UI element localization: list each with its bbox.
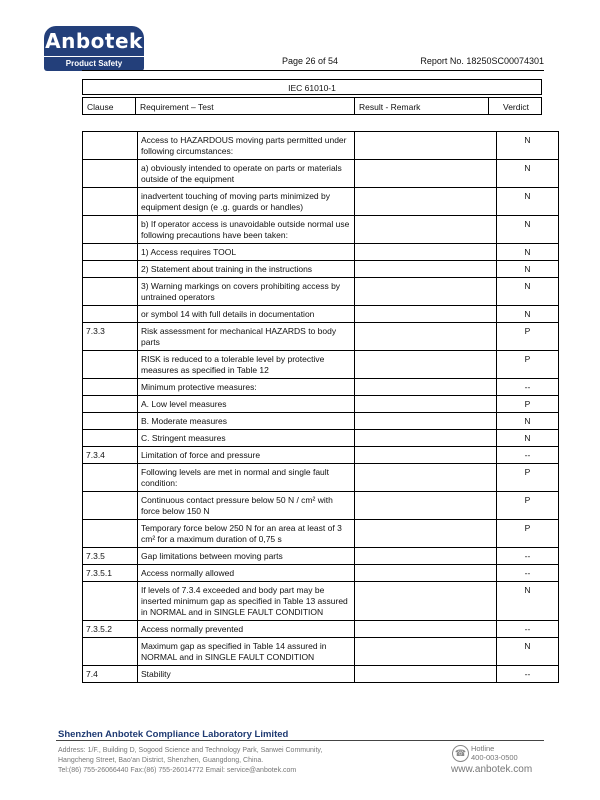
report-number: Report No. 18250SC00074301 — [420, 56, 544, 66]
verdict-cell: P — [497, 492, 559, 520]
table-row — [83, 447, 559, 464]
clause-cell — [83, 520, 138, 548]
standard-title: IEC 61010-1 — [82, 79, 542, 95]
table-row — [83, 582, 559, 621]
column-header-verdict: Verdict — [503, 102, 529, 112]
verdict-cell: -- — [497, 565, 559, 582]
requirement-cell: 2) Statement about training in the instructions — [138, 261, 355, 278]
footer-address — [58, 746, 322, 776]
result-cell — [355, 447, 497, 464]
logo-subtitle: Product Safety — [44, 56, 144, 71]
requirement-cell: Temporary force below 250 N for an area at least of 3 cm² for a maximum duration of 0,75 s — [138, 520, 355, 548]
table-row — [83, 188, 559, 216]
requirement-cell: Access normally allowed — [138, 565, 355, 582]
result-cell — [355, 666, 497, 683]
result-cell — [355, 565, 497, 582]
requirement-cell: Following levels are met in normal and single fault condition: — [138, 464, 355, 492]
clause-cell — [83, 351, 138, 379]
column-header-requirement: Requirement – Test — [140, 102, 214, 112]
requirement-cell: Risk assessment for mechanical HAZARDS to body parts — [138, 323, 355, 351]
clause-cell — [83, 188, 138, 216]
verdict-cell: N — [497, 430, 559, 447]
result-cell — [355, 244, 497, 261]
address-line-1: Address: 1/F., Building D, Sogood Science and Technology Park, Sanwei Community, — [58, 747, 323, 754]
table-row — [83, 492, 559, 520]
verdict-cell: N — [497, 306, 559, 323]
requirement-cell: Access to HAZARDOUS moving parts permitted under following circumstances: — [138, 132, 355, 160]
requirement-cell: 3) Warning markings on covers prohibiting access by untrained operators — [138, 278, 355, 306]
result-cell — [355, 548, 497, 565]
table-row — [83, 464, 559, 492]
table-row — [83, 666, 559, 683]
page-number: Page 26 of 54 — [282, 56, 339, 66]
hotline-number: 400-003-0500 — [471, 753, 518, 762]
clause-cell — [83, 132, 138, 160]
result-cell — [355, 638, 497, 666]
contact-line: Tel:(86) 755-26066440 Fax:(86) 755-26014772 Email: service@anbotek.com — [58, 767, 297, 774]
table-row — [83, 216, 559, 244]
table-row — [83, 430, 559, 447]
footer-divider — [56, 740, 544, 741]
requirements-table — [82, 131, 559, 683]
verdict-cell: P — [497, 351, 559, 379]
verdict-cell: -- — [497, 548, 559, 565]
result-cell — [355, 430, 497, 447]
company-logo — [44, 26, 144, 70]
clause-cell: 7.4 — [83, 666, 138, 683]
requirement-cell: Minimum protective measures: — [138, 379, 355, 396]
verdict-cell: N — [497, 278, 559, 306]
table-row — [83, 323, 559, 351]
verdict-cell: -- — [497, 621, 559, 638]
verdict-cell: N — [497, 132, 559, 160]
verdict-cell: -- — [497, 666, 559, 683]
result-cell — [355, 492, 497, 520]
hotline-label: Hotline — [471, 744, 495, 753]
column-header-result: Result - Remark — [359, 102, 421, 112]
result-cell — [355, 132, 497, 160]
verdict-cell: N — [497, 188, 559, 216]
logo-wordmark: Anbotek — [44, 26, 144, 56]
clause-cell — [83, 278, 138, 306]
table-row — [83, 244, 559, 261]
clause-cell — [83, 396, 138, 413]
table-row — [83, 160, 559, 188]
table-row — [83, 261, 559, 278]
result-cell — [355, 621, 497, 638]
clause-cell — [83, 216, 138, 244]
requirement-cell: b) If operator access is unavoidable outside normal use following precautions have been taken: — [138, 216, 355, 244]
clause-cell — [83, 430, 138, 447]
verdict-cell: P — [497, 464, 559, 492]
hotline — [471, 744, 518, 762]
clause-cell — [83, 582, 138, 621]
clause-cell: 7.3.5.1 — [83, 565, 138, 582]
verdict-cell: P — [497, 396, 559, 413]
requirement-cell: C. Stringent measures — [138, 430, 355, 447]
requirement-cell: A. Low level measures — [138, 396, 355, 413]
verdict-cell: -- — [497, 379, 559, 396]
table-row — [83, 638, 559, 666]
clause-cell: 7.3.5 — [83, 548, 138, 565]
table-row — [83, 278, 559, 306]
verdict-cell: N — [497, 244, 559, 261]
table-row — [83, 306, 559, 323]
result-cell — [355, 188, 497, 216]
verdict-cell: N — [497, 216, 559, 244]
verdict-cell: N — [497, 638, 559, 666]
requirement-cell: inadvertent touching of moving parts minimized by equipment design (e .g. guards or handles) — [138, 188, 355, 216]
table-row — [83, 520, 559, 548]
result-cell — [355, 413, 497, 430]
table-row — [83, 379, 559, 396]
clause-cell — [83, 160, 138, 188]
header-divider — [82, 70, 544, 71]
result-cell — [355, 323, 497, 351]
clause-cell — [83, 261, 138, 278]
table-row — [83, 396, 559, 413]
footer-company: Shenzhen Anbotek Compliance Laboratory Limited — [58, 729, 289, 740]
table-row — [83, 351, 559, 379]
result-cell — [355, 464, 497, 492]
requirement-cell: If levels of 7.3.4 exceeded and body part may be inserted minimum gap as specified in Table 13 assured in NORMAL and in SINGLE FAULT CONDITION — [138, 582, 355, 621]
requirement-cell: Gap limitations between moving parts — [138, 548, 355, 565]
requirement-cell: B. Moderate measures — [138, 413, 355, 430]
result-cell — [355, 160, 497, 188]
requirement-cell: Maximum gap as specified in Table 14 assured in NORMAL and in SINGLE FAULT CONDITION — [138, 638, 355, 666]
table-row — [83, 548, 559, 565]
result-cell — [355, 278, 497, 306]
verdict-cell: -- — [497, 447, 559, 464]
requirement-cell: Stability — [138, 666, 355, 683]
table-row — [83, 132, 559, 160]
clause-cell — [83, 244, 138, 261]
verdict-cell: P — [497, 520, 559, 548]
result-cell — [355, 261, 497, 278]
table-row — [83, 413, 559, 430]
verdict-cell: N — [497, 160, 559, 188]
table-row — [83, 565, 559, 582]
result-cell — [355, 379, 497, 396]
result-cell — [355, 520, 497, 548]
verdict-cell: N — [497, 413, 559, 430]
phone-icon: ☎ — [452, 745, 469, 762]
result-cell — [355, 216, 497, 244]
verdict-cell: N — [497, 582, 559, 621]
requirement-cell: 1) Access requires TOOL — [138, 244, 355, 261]
requirement-cell: Continuous contact pressure below 50 N / cm² with force below 150 N — [138, 492, 355, 520]
clause-cell — [83, 638, 138, 666]
table-row — [83, 621, 559, 638]
clause-cell: 7.3.3 — [83, 323, 138, 351]
clause-cell: 7.3.5.2 — [83, 621, 138, 638]
footer-website: www.anbotek.com — [451, 764, 533, 775]
column-headers — [82, 97, 542, 115]
requirement-cell: RISK is reduced to a tolerable level by protective measures as specified in Table 12 — [138, 351, 355, 379]
result-cell — [355, 582, 497, 621]
requirement-cell: a) obviously intended to operate on parts or materials outside of the equipment — [138, 160, 355, 188]
verdict-cell: N — [497, 261, 559, 278]
clause-cell — [83, 492, 138, 520]
result-cell — [355, 396, 497, 413]
clause-cell — [83, 413, 138, 430]
requirement-cell: Limitation of force and pressure — [138, 447, 355, 464]
address-line-2: Hangcheng Street, Bao'an District, Shenzhen, Guangdong, China. — [58, 757, 264, 764]
clause-cell — [83, 379, 138, 396]
verdict-cell: P — [497, 323, 559, 351]
result-cell — [355, 306, 497, 323]
clause-cell — [83, 306, 138, 323]
column-header-clause: Clause — [87, 102, 114, 112]
clause-cell — [83, 464, 138, 492]
clause-cell: 7.3.4 — [83, 447, 138, 464]
result-cell — [355, 351, 497, 379]
requirement-cell: Access normally prevented — [138, 621, 355, 638]
requirement-cell: or symbol 14 with full details in documentation — [138, 306, 355, 323]
